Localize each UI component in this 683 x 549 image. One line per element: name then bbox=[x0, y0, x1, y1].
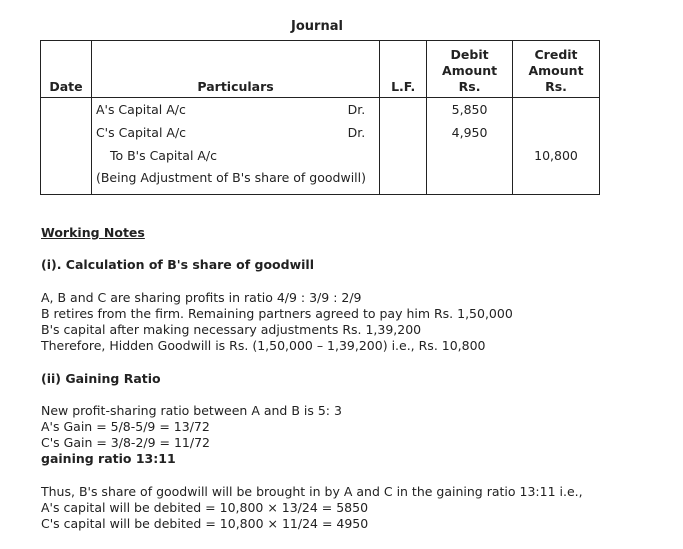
gaining-ratio: gaining ratio 13:11 bbox=[41, 451, 176, 466]
header-credit-line3: Rs. bbox=[545, 79, 567, 94]
header-credit bbox=[513, 41, 600, 98]
header-debit-line1: Debit bbox=[450, 47, 489, 62]
table-row bbox=[41, 144, 600, 167]
table-row bbox=[41, 98, 600, 122]
cell-lf bbox=[380, 167, 427, 195]
particulars-text: C's Capital A/c bbox=[95, 125, 187, 140]
particulars-text: To B's Capital A/c bbox=[109, 148, 218, 163]
cell-debit: 5,850 bbox=[427, 98, 513, 122]
cell-lf bbox=[380, 144, 427, 167]
conclusion-line: C's capital will be debited = 10,800 × 11/24 = 4950 bbox=[41, 516, 369, 531]
cell-date bbox=[41, 167, 92, 195]
cell-particulars bbox=[91, 121, 379, 144]
cell-credit bbox=[513, 167, 600, 195]
cell-particulars bbox=[91, 98, 379, 122]
working-notes-heading: Working Notes bbox=[41, 225, 145, 240]
section1-line: B retires from the firm. Remaining partners agreed to pay him Rs. 1,50,000 bbox=[41, 306, 513, 321]
section2-line: New profit-sharing ratio between A and B is 5: 3 bbox=[41, 403, 342, 418]
particulars-text: A's Capital A/c bbox=[95, 102, 186, 117]
header-lf: L.F. bbox=[380, 41, 427, 98]
conclusion-line: Thus, B's share of goodwill will be brought in by A and C in the gaining ratio 13:11 i.e., bbox=[41, 484, 583, 499]
table-row bbox=[41, 167, 600, 195]
header-debit-line3: Rs. bbox=[458, 79, 481, 94]
header-particulars: Particulars bbox=[91, 41, 379, 98]
cell-credit bbox=[513, 98, 600, 122]
cell-debit bbox=[427, 144, 513, 167]
cell-lf bbox=[380, 98, 427, 122]
section1-line: Therefore, Hidden Goodwill is Rs. (1,50,000 – 1,39,200) i.e., Rs. 10,800 bbox=[41, 338, 486, 353]
section1-title: (i). Calculation of B's share of goodwill bbox=[41, 257, 314, 272]
journal-header-row bbox=[41, 41, 600, 98]
section2-line: C's Gain = 3/8-2/9 = 11/72 bbox=[41, 435, 211, 450]
header-credit-line1: Credit bbox=[534, 47, 578, 62]
conclusion-line: A's capital will be debited = 10,800 × 13/24 = 5850 bbox=[41, 500, 369, 515]
journal-title: Journal bbox=[291, 19, 343, 34]
cell-lf bbox=[380, 121, 427, 144]
journal-table bbox=[40, 40, 600, 195]
header-debit bbox=[427, 41, 513, 98]
header-date: Date bbox=[41, 41, 92, 98]
cell-date bbox=[41, 121, 92, 144]
section2-line: A's Gain = 5/8-5/9 = 13/72 bbox=[41, 419, 210, 434]
header-debit-line2: Amount bbox=[442, 63, 498, 78]
dr-marker: Dr. bbox=[347, 102, 366, 117]
cell-credit bbox=[513, 121, 600, 144]
cell-credit: 10,800 bbox=[513, 144, 600, 167]
section1-line: B's capital after making necessary adjustments Rs. 1,39,200 bbox=[41, 322, 422, 337]
cell-particulars bbox=[91, 144, 379, 167]
table-row bbox=[41, 121, 600, 144]
working-notes bbox=[41, 225, 661, 532]
section1-line: A, B and C are sharing profits in ratio 4/9 : 3/9 : 2/9 bbox=[41, 290, 362, 305]
header-credit-line2: Amount bbox=[528, 63, 584, 78]
cell-debit: 4,950 bbox=[427, 121, 513, 144]
section2-title: (ii) Gaining Ratio bbox=[41, 371, 161, 386]
narration: (Being Adjustment of B's share of goodwill) bbox=[91, 167, 379, 195]
cell-date bbox=[41, 98, 92, 122]
cell-debit bbox=[427, 167, 513, 195]
cell-date bbox=[41, 144, 92, 167]
dr-marker: Dr. bbox=[347, 125, 366, 140]
